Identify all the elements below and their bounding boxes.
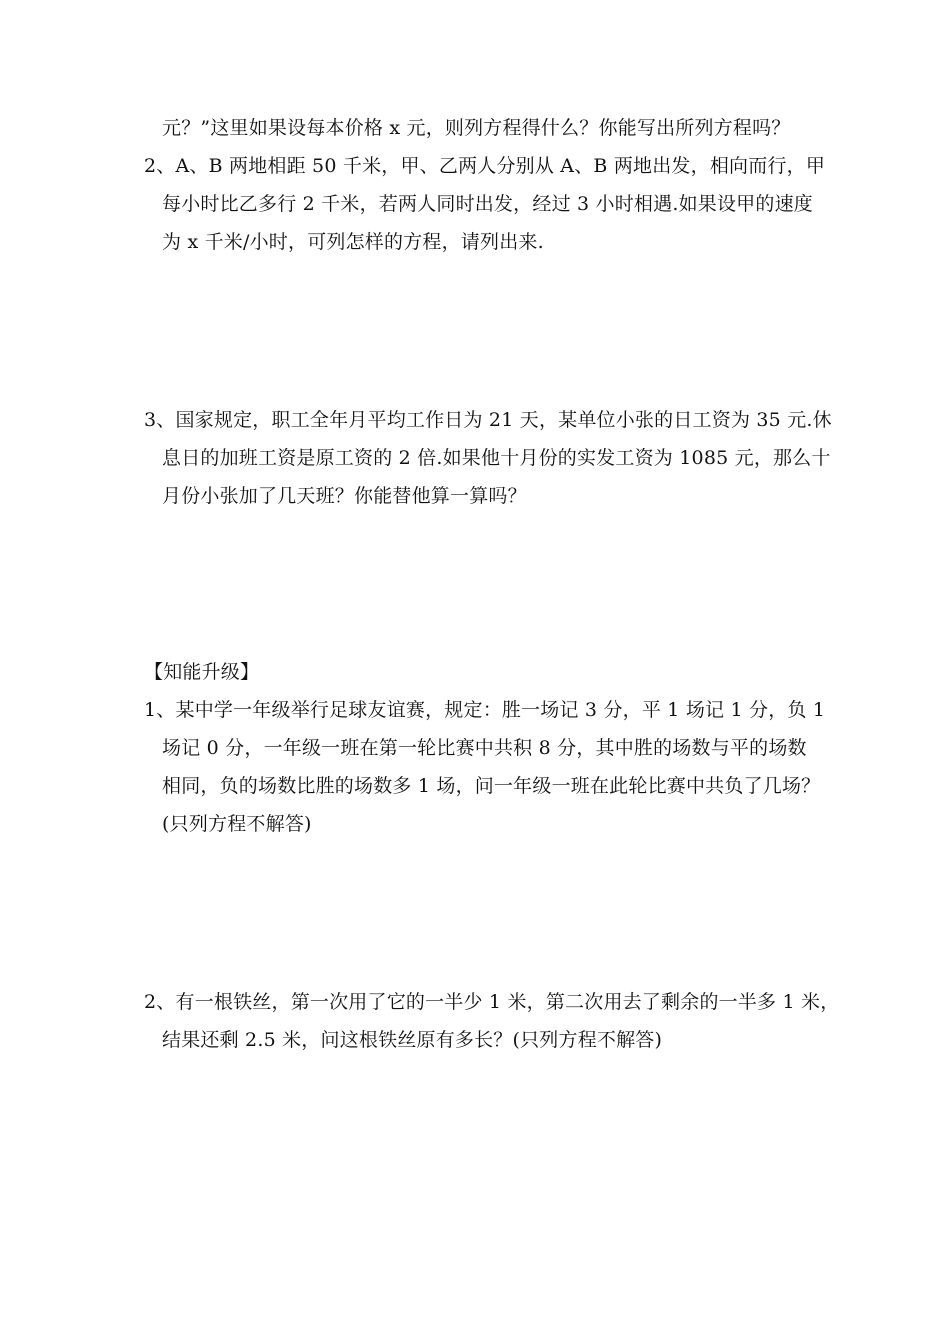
problem-line: 每小时比乙多行 2 千米，若两人同时出发，经过 3 小时相遇.如果设甲的速度 (162, 193, 813, 215)
problem-line: 1、某中学一年级举行足球友谊赛，规定：胜一场记 3 分，平 1 场记 1 分，负 1 (144, 699, 826, 721)
problem-line: 2、A、B 两地相距 50 千米，甲、乙两人分别从 A、B 两地出发，相向而行，甲 (144, 155, 826, 177)
problem-line: (只列方程不解答) (162, 813, 312, 835)
problem-line: 场记 0 分，一年级一班在第一轮比赛中共积 8 分，其中胜的场数与平的场数 (162, 737, 807, 759)
problem-line: 结果还剩 2.5 米，问这根铁丝原有多长？(只列方程不解答) (162, 1029, 663, 1051)
problem-line: 相同，负的场数比胜的场数多 1 场，问一年级一班在此轮比赛中共负了几场？ (162, 775, 821, 797)
problem-line: 息日的加班工资是原工资的 2 倍.如果他十月份的实发工资为 1085 元，那么十 (162, 447, 831, 469)
problem-line: 2、有一根铁丝，第一次用了它的一半少 1 米，第二次用去了剩余的一半多 1 米， (144, 991, 840, 1013)
problem-line: 月份小张加了几天班？你能替他算一算吗？ (162, 485, 527, 507)
intro-continuation-line: 元？”这里如果设每本价格 x 元，则列方程得什么？你能写出所列方程吗？ (162, 117, 791, 139)
section-heading: 【知能升级】 (144, 661, 260, 683)
problem-line: 3、国家规定，职工全年月平均工作日为 21 天，某单位小张的日工资为 35 元.休 (144, 409, 832, 431)
problem-line: 为 x 千米/小时，可列怎样的方程，请列出来. (162, 231, 544, 253)
